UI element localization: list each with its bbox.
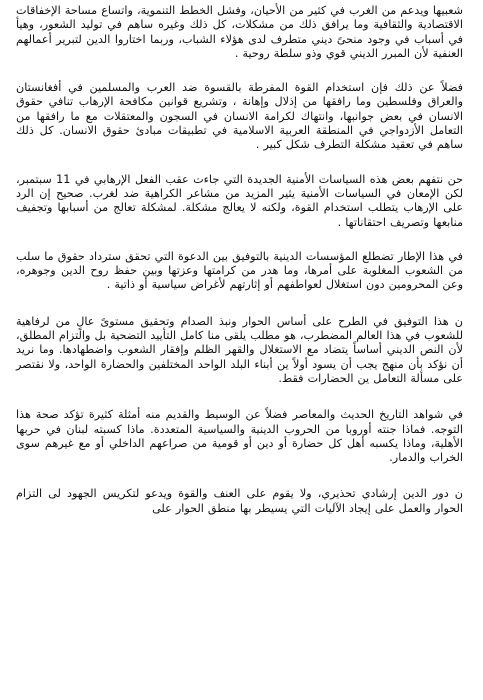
paragraph-4: في هذا الإطار تضطلع المؤسسات الدينية بالتوفيق بين الدعوة التي تحقق سترداد حقوق ما سلب من الشعوب المغلوبة على أمرها، وما هدر من كرامتها وعزتها وبين حفظ روح الدين وجوهره، وعن المحرومين دون استغلال لعواطفهم أو إثارتهم لأغراض سياسية أو ذاتية .: [16, 249, 463, 292]
paragraph-2: فضلاً عن ذلك فإن استخدام القوة المفرطة بالقسوة ضد العرب والمسلمين في أفغانستان والعراق وفلسطين وما رافقها من إذلال وإهانة ، وتشريع قوانين مكافحة الإرهاب تنافي حقوق الانسان في بعض جوانبها، وانتهاك لكرامة الانسان في السجون والمعتقلات مع ما رافقها من التعامل الأزدواجي في المنطقة العربية الاسلامية في تطبيقات مبادئ حقوق الانسان. كل ذلك ساهم في تعقيد مشكلة التطرف شكل كبير .: [16, 81, 463, 152]
paragraph-6: في شواهد التاريخ الحديث والمعاصر فضلاً عن الوسيط والقديم منه أمثلة كثيرة تؤكد صحة هذا التوجه. فماذا جنته أوروبا من الحروب الدينية والسياسية المتعددة. ماذا كسبته لبنان في حربها الأهلية، وماذا يكسبه أهل كل حضارة أو دين أو قومية من صراعهم الداخلي أو مع غيرهم سوى الخراب والدمار.: [16, 408, 463, 465]
paragraph-5: ن هذا التوفيق في الطرح على أساس الحوار ونبذ الصدام وتحقيق مستوىً عالٍ من لرفاهية للشعوب في هذا العالم المضطرب، هو مطلب يلقى منا كامل التأييد التضحية بل والتزام المطلق، لأن النص الديني أساساً يتضاد مع الاستغلال والقهر الظلم وإفقار الشعوب واضطهادها. وما نريد أن نؤكد بأن منهج يجب أن يسود أولاً ين أبناء البلد الواحد المختلفين والحضارة الواحد، ولا نقتصر على مسألة التعامل ين الحضارات فقط.: [16, 314, 463, 385]
paragraph-1: شعبيها ويدعم من الغرب في كثير من الأحيان، وفشل الخطط التنموية، واتساع مساحة الإخفاقات الاقتصادية والثقافية وما يرافق ذلك من مشكلات، كل ذلك وغيره ساهم في توليد الشعور، وهيأ في أسباب في وجود منحىً ديني متطرف لدى هؤلاء الشباب، وربما اختاروا الدين لتبرير أعمالهم العنفية لأن المبرر الديني قوي وذو سلطة روحية .: [16, 4, 463, 60]
paragraph-3: حن نتفهم بعض هذه السياسات الأمنية الجديدة التي جاءت عقب الفعل الإرهابي في 11 سبتمبر، لكن الإمعان في السياسات الأمنية يثير المزيد من مشاعر الكراهية ضد لغرب. صحيح إن الرد على الإرهاب يتطلب استخدام القوة، ولكنه لا يعالج مشكلة. لمشكلة تعالج من أسبابها وتجفيف منابعها وتصريف احتقاناتها .: [16, 172, 464, 229]
paragraph-7: ن دور الدين إرشادي تحذيري، ولا يقوم على العنف والقوة ويدعو لتكريس الجهود لى التزام الحوار والعمل على إيجاد الآليات التي يسيطر بها منطق الحوار على: [16, 487, 463, 515]
